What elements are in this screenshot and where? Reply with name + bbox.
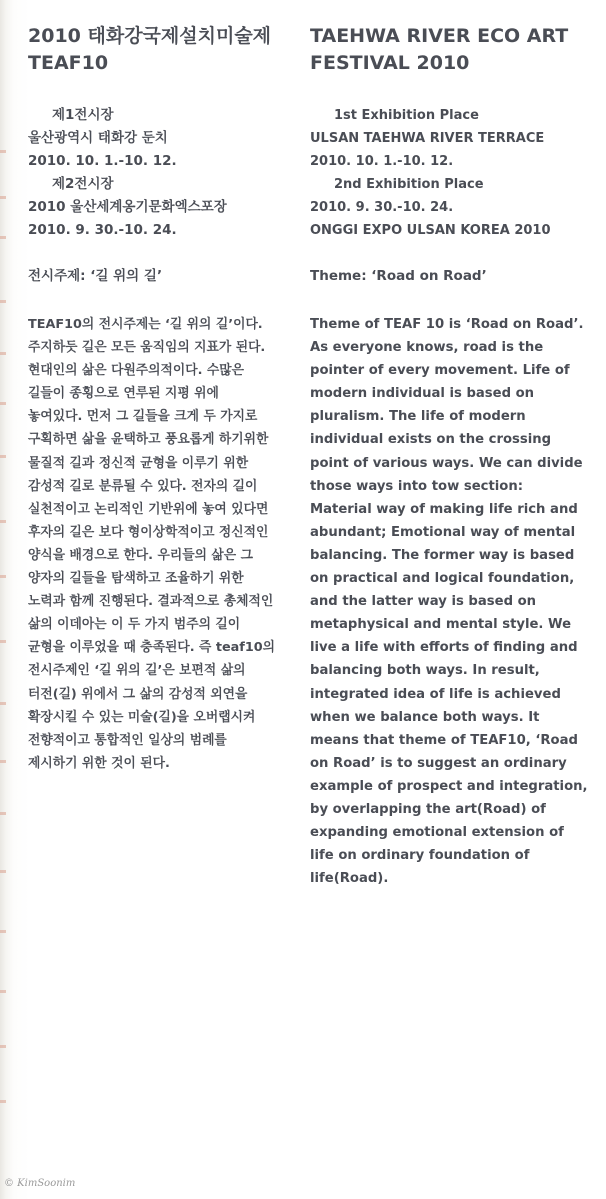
english-body-line: Material way of making life rich and <box>310 501 578 517</box>
korean-body-line: 실천적이고 논리적인 기반위에 놓여 있다면 <box>28 501 269 517</box>
english-body-line: abundant; Emotional way of mental <box>310 524 576 540</box>
korean-venue-line: 2010. 9. 30.-10. 24. <box>28 222 177 238</box>
korean-body-line: 삶의 이데아는 이 두 가지 범주의 길이 <box>28 617 241 633</box>
english-venue-line: 2010. 9. 30.-10. 24. <box>310 200 454 215</box>
korean-venue-line: 제2전시장 <box>52 176 114 192</box>
korean-venue-line: 제1전시장 <box>52 107 114 123</box>
english-venue-info <box>310 104 551 242</box>
korean-body-line: TEAF10의 전시주제는 ‘길 위의 길’이다. <box>28 317 263 332</box>
english-venue-line: 2nd Exhibition Place <box>334 177 484 192</box>
english-body-line: those ways into tow section: <box>310 478 524 494</box>
korean-title-line: 2010 태화강국제설치미술제 <box>28 25 272 47</box>
korean-venue-line: 2010 울산세계옹기문화엑스포장 <box>28 199 227 215</box>
english-venue-line: 2010. 10. 1.-10. 12. <box>310 154 454 169</box>
english-title <box>310 23 568 77</box>
english-body-line: means that theme of TEAF10, ‘Road <box>310 732 578 748</box>
english-venue-line: ULSAN TAEHWA RIVER TERRACE <box>310 131 545 146</box>
english-body-line: when we balance both ways. It <box>310 709 540 725</box>
korean-body-line: 현대인의 삶은 다원주의적이다. 수많은 <box>28 363 245 379</box>
english-body-line: modern individual is based on <box>310 386 535 402</box>
english-body-line: balancing. The former way is based <box>310 547 575 563</box>
korean-body-line: 전향적이고 통합적인 일상의 범례를 <box>28 732 227 748</box>
english-body-line: Theme of TEAF 10 is ‘Road on Road’. <box>310 317 584 332</box>
english-body-line: individual exists on the crossing <box>310 432 552 448</box>
korean-venue-line: 울산광역시 태화강 둔치 <box>28 130 168 146</box>
english-body-line: life on ordinary foundation of <box>310 848 530 864</box>
english-body-line: pointer of every movement. Life of <box>310 363 570 379</box>
korean-body-line: 물질적 길과 정신적 균형을 이루기 위한 <box>28 455 249 471</box>
english-body-line: expanding emotional extension of <box>310 825 564 841</box>
english-body <box>310 313 588 890</box>
korean-body-line: 확장시킬 수 있는 미술(길)을 오버랩시켜 <box>28 709 256 725</box>
page-edge-decoration <box>0 0 8 1199</box>
english-theme: Theme: ‘Road on Road’ <box>310 268 487 284</box>
korean-body-line: 터전(길) 위에서 그 삶의 감성적 외연을 <box>28 686 248 702</box>
english-body-line: on practical and logical foundation, <box>310 571 575 587</box>
english-body-line: balancing both ways. In result, <box>310 663 540 679</box>
english-body-line: live a life with efforts of finding and <box>310 640 578 656</box>
korean-body-line: 길들이 종횡으로 연루된 지평 위에 <box>28 386 219 402</box>
english-body-line: by overlapping the art(Road) of <box>310 801 546 817</box>
korean-body-line: 양식을 배경으로 한다. 우리들의 삶은 그 <box>28 547 253 563</box>
korean-body-line: 감성적 길로 분류될 수 있다. 전자의 길이 <box>28 478 258 494</box>
english-body-line: on Road’ is to suggest an ordinary <box>310 755 567 771</box>
korean-body-line: 균형을 이루었을 때 충족된다. 즉 teaf10의 <box>28 640 276 656</box>
english-body-line: example of prospect and integration, <box>310 778 588 794</box>
korean-body-line: 후자의 길은 보다 형이상학적이고 정신적인 <box>28 524 269 540</box>
english-body-line: and the latter way is based on <box>310 594 537 610</box>
english-body-line: integrated idea of life is achieved <box>310 686 561 702</box>
english-venue-line: 1st Exhibition Place <box>334 108 479 123</box>
english-body-line: pluralism. The life of modern <box>310 409 526 425</box>
korean-body-line: 구획하면 삶을 윤택하고 풍요롭게 하기위한 <box>28 432 269 448</box>
english-body-line: life(Road). <box>310 871 389 887</box>
korean-title-line: TEAF10 <box>28 52 109 74</box>
korean-body <box>28 313 275 775</box>
english-title-line: FESTIVAL 2010 <box>310 52 470 74</box>
korean-body-line: 노력과 함께 진행된다. 결과적으로 총체적인 <box>28 594 274 610</box>
korean-body-line: 주지하듯 길은 모든 움직임의 지표가 된다. <box>28 340 266 356</box>
korean-body-line: 제시하기 위한 것이 된다. <box>28 755 170 771</box>
english-venue-line: ONGGI EXPO ULSAN KOREA 2010 <box>310 223 551 238</box>
english-body-line: As everyone knows, road is the <box>310 340 544 356</box>
photographer-watermark: © KimSoonim <box>4 1178 76 1189</box>
korean-title <box>28 23 271 77</box>
english-title-line: TAEHWA RIVER ECO ART <box>310 25 569 47</box>
korean-venue-line: 2010. 10. 1.-10. 12. <box>28 153 177 169</box>
english-body-line: point of various ways. We can divide <box>310 455 583 471</box>
korean-body-line: 전시주제인 ‘길 위의 길’은 보편적 삶의 <box>28 663 246 679</box>
english-body-line: metaphysical and mental style. We <box>310 617 572 633</box>
korean-body-line: 놓여있다. 먼저 그 길들을 크게 두 가지로 <box>28 409 258 425</box>
korean-venue-info <box>28 104 227 242</box>
korean-theme: 전시주제: ‘길 위의 길’ <box>28 268 163 284</box>
korean-body-line: 양자의 길들을 탐색하고 조율하기 위한 <box>28 571 244 587</box>
